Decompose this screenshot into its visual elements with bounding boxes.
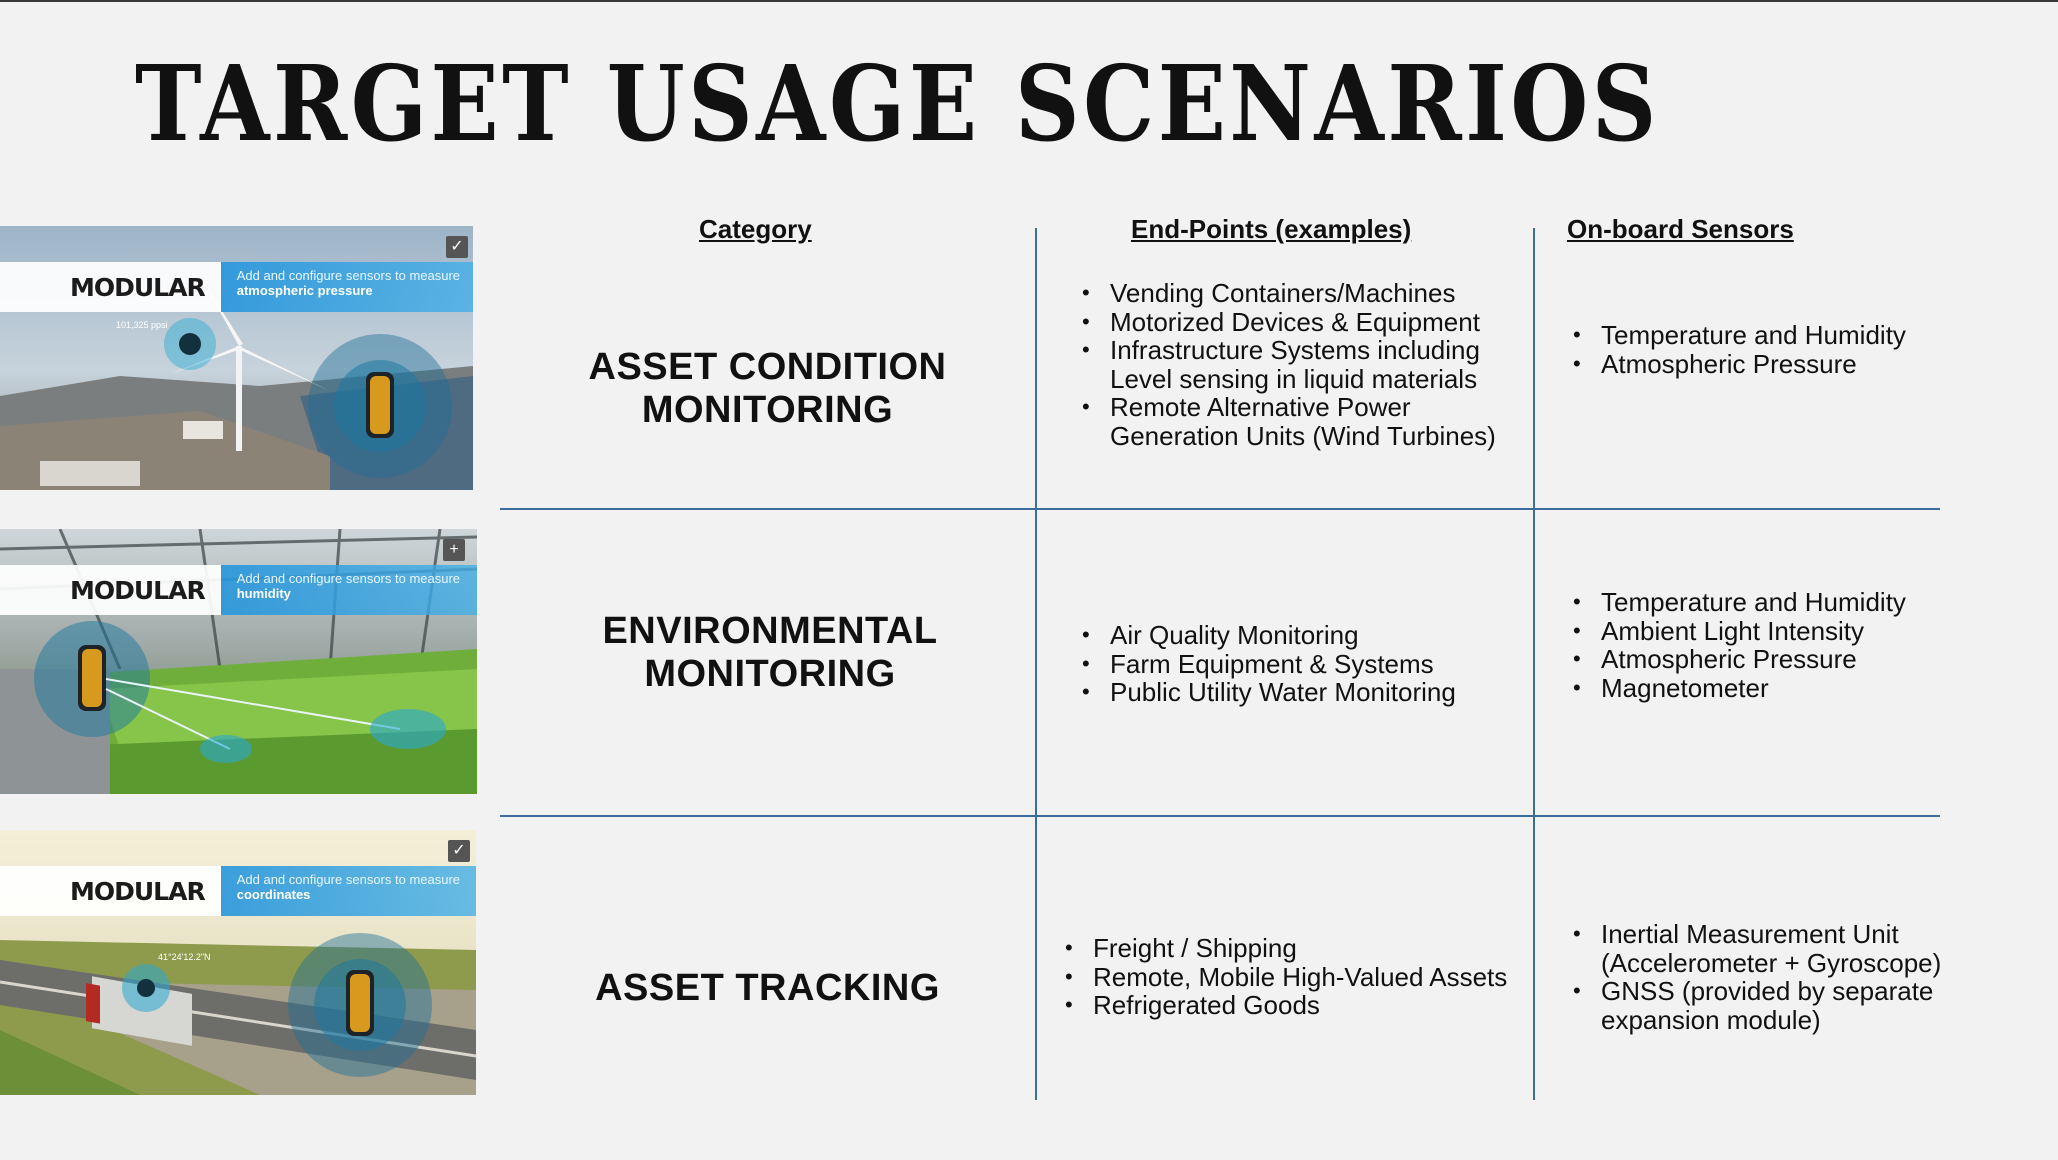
list-item: • Temperature and Humidity [1571,588,2041,617]
thumbnail-caption [0,565,477,615]
svg-text:41°24'12.2"N: 41°24'12.2"N [158,952,211,962]
list-item: • Remote Alternative Power Generation Units (Wind Turbines) [1080,393,1510,450]
svg-text:101,325 ppsi: 101,325 ppsi [116,320,168,330]
list-item: • Refrigerated Goods [1063,991,1523,1020]
grid-hline-2 [500,815,1940,817]
category-line: MONITORING [641,389,894,431]
category-line: ASSET TRACKING [595,967,940,1009]
caption-measure: humidity [236,586,291,601]
sensors-list-row2 [1571,588,2041,702]
thumbnail-caption [0,866,476,916]
caption-text: Add and configure sensors to measure [236,571,461,586]
caption-measure: coordinates [236,887,311,902]
check-icon[interactable]: ✓ [448,840,470,862]
thumbnail-wind-turbine [0,226,473,490]
list-item: • Motorized Devices & Equipment [1080,308,1510,337]
sensors-list-row1 [1571,321,2041,378]
list-item: • Freight / Shipping [1063,934,1523,963]
check-icon[interactable]: ✓ [446,236,468,258]
list-item: • Temperature and Humidity [1571,321,2041,350]
grid-hline-1 [500,508,1940,510]
header-sensors: On-board Sensors [1567,214,1794,244]
list-item: • Ambient Light Intensity [1571,617,2041,646]
header-endpoints: End-Points (examples) [1131,214,1412,244]
grid-vline-1 [1035,228,1037,1100]
list-item: • Remote, Mobile High-Valued Assets [1063,963,1523,992]
thumbnail-caption [0,262,473,312]
endpoints-list-row1 [1080,279,1510,450]
list-item: • Infrastructure Systems including Level sensing in liquid materials [1080,336,1510,393]
thumbnail-truck [0,830,476,1095]
category-line: MONITORING [644,653,896,695]
caption-text: Add and configure sensors to measure [236,268,461,283]
category-asset-tracking [560,967,975,1010]
modular-logo: MODULAR [0,866,221,916]
list-item: • Air Quality Monitoring [1080,621,1510,650]
sensors-list-row3 [1571,920,2051,1034]
grid-vline-2 [1533,228,1535,1100]
list-item: • Public Utility Water Monitoring [1080,678,1510,707]
category-asset-condition [560,346,975,432]
endpoints-list-row2 [1080,621,1510,707]
endpoints-list-row3 [1063,934,1523,1020]
header-category: Category [699,214,812,244]
modular-logo: MODULAR [0,262,221,312]
category-line: ASSET CONDITION [588,346,947,388]
list-item: • Magnetometer [1571,674,2041,703]
category-line: ENVIRONMENTAL [602,610,938,652]
thumbnail-greenhouse [0,529,477,794]
list-item: • Inertial Measurement Unit (Accelerometer + Gyroscope) [1571,920,2051,977]
list-item: • Farm Equipment & Systems [1080,650,1510,679]
list-item: • Atmospheric Pressure [1571,350,2041,379]
list-item: • GNSS (provided by separate expansion module) [1571,977,2051,1034]
list-item: • Atmospheric Pressure [1571,645,2041,674]
page-title: TARGET USAGE SCENARIOS [135,42,1660,165]
list-item: • Vending Containers/Machines [1080,279,1510,308]
plus-icon[interactable]: + [443,539,465,561]
caption-measure: atmospheric pressure [236,283,373,298]
caption-text: Add and configure sensors to measure [236,872,461,887]
modular-logo: MODULAR [0,565,221,615]
top-border [0,0,2058,2]
category-environmental [560,610,980,696]
